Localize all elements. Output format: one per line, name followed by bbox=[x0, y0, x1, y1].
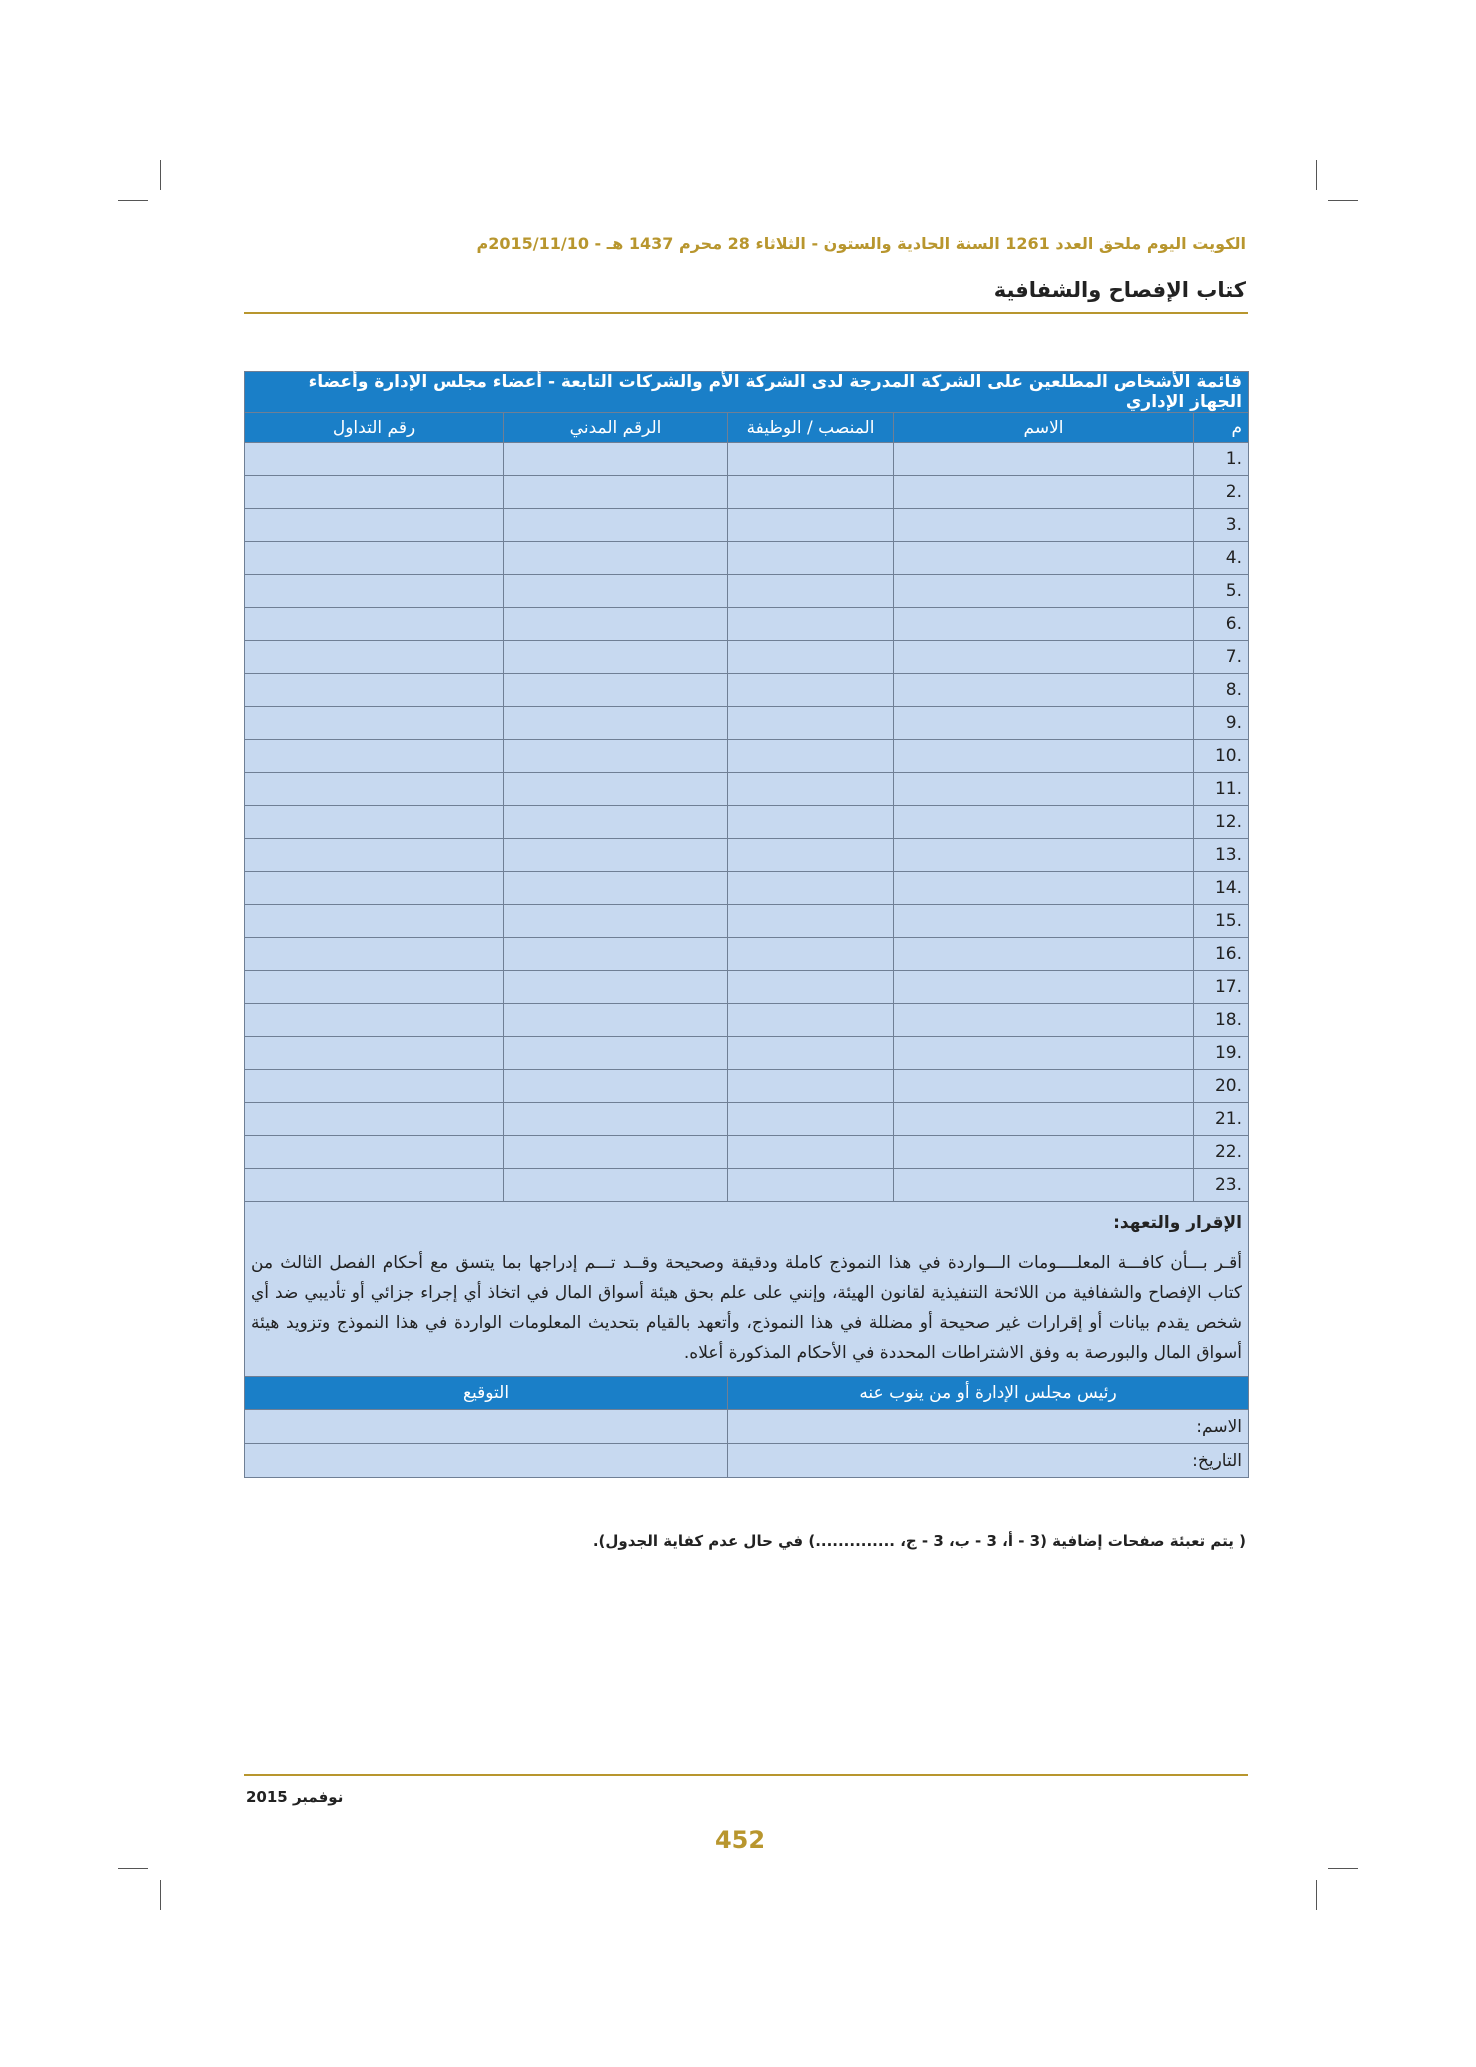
column-header-civil-id: الرقم المدني bbox=[504, 413, 728, 443]
position-cell[interactable] bbox=[728, 1103, 894, 1136]
page-number: 452 bbox=[714, 1826, 766, 1854]
trading-number-cell[interactable] bbox=[245, 905, 504, 938]
name-label: الاسم: bbox=[1196, 1416, 1243, 1437]
name-cell[interactable] bbox=[894, 872, 1194, 905]
position-cell[interactable] bbox=[728, 443, 894, 476]
signature-header: التوقيع bbox=[245, 1377, 728, 1410]
trading-number-cell[interactable] bbox=[245, 674, 504, 707]
running-header: الكويت اليوم ملحق العدد 1261 السنة الحادية والستون - الثلاثاء 28 محرم 1437 هـ - 2015/11/10م bbox=[476, 234, 1246, 253]
row-index: .2 bbox=[1194, 476, 1249, 509]
trading-number-cell[interactable] bbox=[245, 1169, 504, 1202]
civil-id-cell[interactable] bbox=[504, 971, 728, 1004]
footer-date: نوفمبر 2015 bbox=[246, 1788, 344, 1806]
crop-mark bbox=[160, 1880, 161, 1910]
table-row bbox=[245, 938, 1249, 971]
table-row bbox=[245, 905, 1249, 938]
table-row bbox=[245, 542, 1249, 575]
table-row bbox=[245, 773, 1249, 806]
name-cell[interactable] bbox=[894, 1037, 1194, 1070]
trading-number-cell[interactable] bbox=[245, 1070, 504, 1103]
name-cell[interactable] bbox=[894, 443, 1194, 476]
trading-number-cell[interactable] bbox=[245, 443, 504, 476]
position-cell[interactable] bbox=[728, 905, 894, 938]
table-row bbox=[245, 641, 1249, 674]
trading-number-cell[interactable] bbox=[245, 938, 504, 971]
row-index: .3 bbox=[1194, 509, 1249, 542]
table-row bbox=[245, 1169, 1249, 1202]
trading-number-cell[interactable] bbox=[245, 1136, 504, 1169]
table-row bbox=[245, 707, 1249, 740]
position-cell[interactable] bbox=[728, 938, 894, 971]
name-cell[interactable] bbox=[894, 1103, 1194, 1136]
column-header-index: م bbox=[1194, 413, 1249, 443]
trading-number-cell[interactable] bbox=[245, 476, 504, 509]
row-index: .15 bbox=[1194, 905, 1249, 938]
name-cell[interactable] bbox=[894, 971, 1194, 1004]
position-cell[interactable] bbox=[728, 971, 894, 1004]
table-row bbox=[245, 1037, 1249, 1070]
table-row bbox=[245, 509, 1249, 542]
insiders-form-table bbox=[244, 371, 1249, 1478]
civil-id-cell[interactable] bbox=[504, 443, 728, 476]
table-row bbox=[245, 971, 1249, 1004]
civil-id-cell[interactable] bbox=[504, 740, 728, 773]
civil-id-cell[interactable] bbox=[504, 1070, 728, 1103]
civil-id-cell[interactable] bbox=[504, 839, 728, 872]
civil-id-cell[interactable] bbox=[504, 1037, 728, 1070]
crop-mark bbox=[118, 200, 148, 201]
crop-mark bbox=[1316, 1880, 1317, 1910]
table-row bbox=[245, 839, 1249, 872]
row-index: .17 bbox=[1194, 971, 1249, 1004]
civil-id-cell[interactable] bbox=[504, 806, 728, 839]
crop-mark bbox=[118, 1868, 148, 1869]
position-cell[interactable] bbox=[728, 1037, 894, 1070]
name-cell[interactable] bbox=[894, 1169, 1194, 1202]
date-field[interactable] bbox=[728, 1444, 1249, 1478]
civil-id-cell[interactable] bbox=[504, 1169, 728, 1202]
row-index: .23 bbox=[1194, 1169, 1249, 1202]
civil-id-cell[interactable] bbox=[504, 938, 728, 971]
name-cell[interactable] bbox=[894, 575, 1194, 608]
declaration-section bbox=[245, 1202, 1249, 1377]
table-row bbox=[245, 443, 1249, 476]
row-index: .5 bbox=[1194, 575, 1249, 608]
trading-number-cell[interactable] bbox=[245, 806, 504, 839]
name-cell[interactable] bbox=[894, 509, 1194, 542]
trading-number-cell[interactable] bbox=[245, 872, 504, 905]
row-index: .22 bbox=[1194, 1136, 1249, 1169]
crop-mark bbox=[160, 160, 161, 190]
crop-mark bbox=[1328, 1868, 1358, 1869]
form-title: قائمة الأشخاص المطلعين على الشركة المدرجة لدى الشركة الأم والشركات التابعة - أعضاء مجلس الإدارة وأعضاء الجهاز الإداري bbox=[245, 372, 1249, 413]
table-row bbox=[245, 608, 1249, 641]
trading-number-cell[interactable] bbox=[245, 971, 504, 1004]
row-index: .11 bbox=[1194, 773, 1249, 806]
table-row bbox=[245, 806, 1249, 839]
name-cell[interactable] bbox=[894, 674, 1194, 707]
trading-number-cell[interactable] bbox=[245, 707, 504, 740]
name-cell[interactable] bbox=[894, 641, 1194, 674]
civil-id-cell[interactable] bbox=[504, 707, 728, 740]
table-row bbox=[245, 1070, 1249, 1103]
bottom-rule bbox=[244, 1774, 1248, 1776]
declaration-title: الإقرار والتعهد: bbox=[1113, 1213, 1243, 1233]
row-index: .21 bbox=[1194, 1103, 1249, 1136]
position-cell[interactable] bbox=[728, 1070, 894, 1103]
name-cell[interactable] bbox=[894, 938, 1194, 971]
signature-field[interactable] bbox=[245, 1410, 728, 1444]
date-label: التاريخ: bbox=[1192, 1450, 1243, 1471]
name-cell[interactable] bbox=[894, 1004, 1194, 1037]
trading-number-cell[interactable] bbox=[245, 542, 504, 575]
row-index: .4 bbox=[1194, 542, 1249, 575]
civil-id-cell[interactable] bbox=[504, 641, 728, 674]
trading-number-cell[interactable] bbox=[245, 773, 504, 806]
civil-id-cell[interactable] bbox=[504, 608, 728, 641]
signature-field-2[interactable] bbox=[245, 1444, 728, 1478]
column-header-position: المنصب / الوظيفة bbox=[728, 413, 894, 443]
row-index: .19 bbox=[1194, 1037, 1249, 1070]
position-cell[interactable] bbox=[728, 1136, 894, 1169]
top-rule bbox=[244, 312, 1248, 314]
crop-mark bbox=[1316, 160, 1317, 190]
name-cell[interactable] bbox=[894, 608, 1194, 641]
name-field[interactable] bbox=[728, 1410, 1249, 1444]
civil-id-cell[interactable] bbox=[504, 1004, 728, 1037]
chair-header: رئيس مجلس الإدارة أو من ينوب عنه bbox=[728, 1377, 1249, 1410]
name-cell[interactable] bbox=[894, 1070, 1194, 1103]
position-cell[interactable] bbox=[728, 1004, 894, 1037]
civil-id-cell[interactable] bbox=[504, 1136, 728, 1169]
position-cell[interactable] bbox=[728, 674, 894, 707]
trading-number-cell[interactable] bbox=[245, 1004, 504, 1037]
table-row bbox=[245, 1136, 1249, 1169]
row-index: .9 bbox=[1194, 707, 1249, 740]
civil-id-cell[interactable] bbox=[504, 905, 728, 938]
civil-id-cell[interactable] bbox=[504, 773, 728, 806]
row-index: .10 bbox=[1194, 740, 1249, 773]
table-row bbox=[245, 1103, 1249, 1136]
table-row bbox=[245, 674, 1249, 707]
row-index: .1 bbox=[1194, 443, 1249, 476]
civil-id-cell[interactable] bbox=[504, 542, 728, 575]
row-index: .8 bbox=[1194, 674, 1249, 707]
position-cell[interactable] bbox=[728, 1169, 894, 1202]
trading-number-cell[interactable] bbox=[245, 740, 504, 773]
trading-number-cell[interactable] bbox=[245, 1103, 504, 1136]
crop-mark bbox=[1328, 200, 1358, 201]
trading-number-cell[interactable] bbox=[245, 575, 504, 608]
row-index: .20 bbox=[1194, 1070, 1249, 1103]
table-row bbox=[245, 1004, 1249, 1037]
name-cell[interactable] bbox=[894, 476, 1194, 509]
civil-id-cell[interactable] bbox=[504, 872, 728, 905]
position-cell[interactable] bbox=[728, 773, 894, 806]
row-index: .13 bbox=[1194, 839, 1249, 872]
row-index: .16 bbox=[1194, 938, 1249, 971]
table-row bbox=[245, 476, 1249, 509]
declaration-text: أقـر بـــأن كافـــة المعلــــومات الـــواردة في هذا النموذج كاملة ودقيقة وصحيحة وقــد تـــم إدراجها بما يتسق مع أحكام الفصل الثالث من كتاب الإفصاح والشفافية من اللائحة التنفيذية لقانون الهيئة، وإنني على علم بحق هيئة أسواق المال في اتخاذ أي إجراء جزائي أو تأديبي ضد أي شخص يقدم بيانات أو إقرارات غير صحيحة أو مضللة في هذا النموذج، وأتعهد بالقيام بتحديث المعلومات الواردة في هذا النموذج وتزويد هيئة أسواق المال والبورصة به وفق الاشتراطات المحددة في الأحكام المذكورة أعلاه. bbox=[251, 1253, 1243, 1363]
name-cell[interactable] bbox=[894, 542, 1194, 575]
civil-id-cell[interactable] bbox=[504, 674, 728, 707]
position-cell[interactable] bbox=[728, 641, 894, 674]
position-cell[interactable] bbox=[728, 542, 894, 575]
trading-number-cell[interactable] bbox=[245, 641, 504, 674]
civil-id-cell[interactable] bbox=[504, 575, 728, 608]
name-cell[interactable] bbox=[894, 707, 1194, 740]
table-row bbox=[245, 740, 1249, 773]
footnote: ( يتم تعبئة صفحات إضافية (3 - أ، 3 - ب، 3 - ج، ..............) في حال عدم كفاية الجدول). bbox=[592, 1532, 1246, 1550]
section-title: كتاب الإفصاح والشفافية bbox=[993, 278, 1246, 302]
trading-number-cell[interactable] bbox=[245, 839, 504, 872]
position-cell[interactable] bbox=[728, 707, 894, 740]
name-cell[interactable] bbox=[894, 905, 1194, 938]
name-cell[interactable] bbox=[894, 806, 1194, 839]
position-cell[interactable] bbox=[728, 608, 894, 641]
column-header-trading-number: رقم التداول bbox=[245, 413, 504, 443]
trading-number-cell[interactable] bbox=[245, 1037, 504, 1070]
civil-id-cell[interactable] bbox=[504, 476, 728, 509]
trading-number-cell[interactable] bbox=[245, 608, 504, 641]
row-index: .12 bbox=[1194, 806, 1249, 839]
table-row bbox=[245, 872, 1249, 905]
civil-id-cell[interactable] bbox=[504, 1103, 728, 1136]
position-cell[interactable] bbox=[728, 740, 894, 773]
position-cell[interactable] bbox=[728, 872, 894, 905]
column-header-name: الاسم bbox=[894, 413, 1194, 443]
name-cell[interactable] bbox=[894, 1136, 1194, 1169]
row-index: .18 bbox=[1194, 1004, 1249, 1037]
row-index: .6 bbox=[1194, 608, 1249, 641]
position-cell[interactable] bbox=[728, 575, 894, 608]
table-row bbox=[245, 575, 1249, 608]
position-cell[interactable] bbox=[728, 806, 894, 839]
name-cell[interactable] bbox=[894, 740, 1194, 773]
row-index: .14 bbox=[1194, 872, 1249, 905]
position-cell[interactable] bbox=[728, 509, 894, 542]
position-cell[interactable] bbox=[728, 839, 894, 872]
position-cell[interactable] bbox=[728, 476, 894, 509]
name-cell[interactable] bbox=[894, 839, 1194, 872]
trading-number-cell[interactable] bbox=[245, 509, 504, 542]
name-cell[interactable] bbox=[894, 773, 1194, 806]
row-index: .7 bbox=[1194, 641, 1249, 674]
civil-id-cell[interactable] bbox=[504, 509, 728, 542]
